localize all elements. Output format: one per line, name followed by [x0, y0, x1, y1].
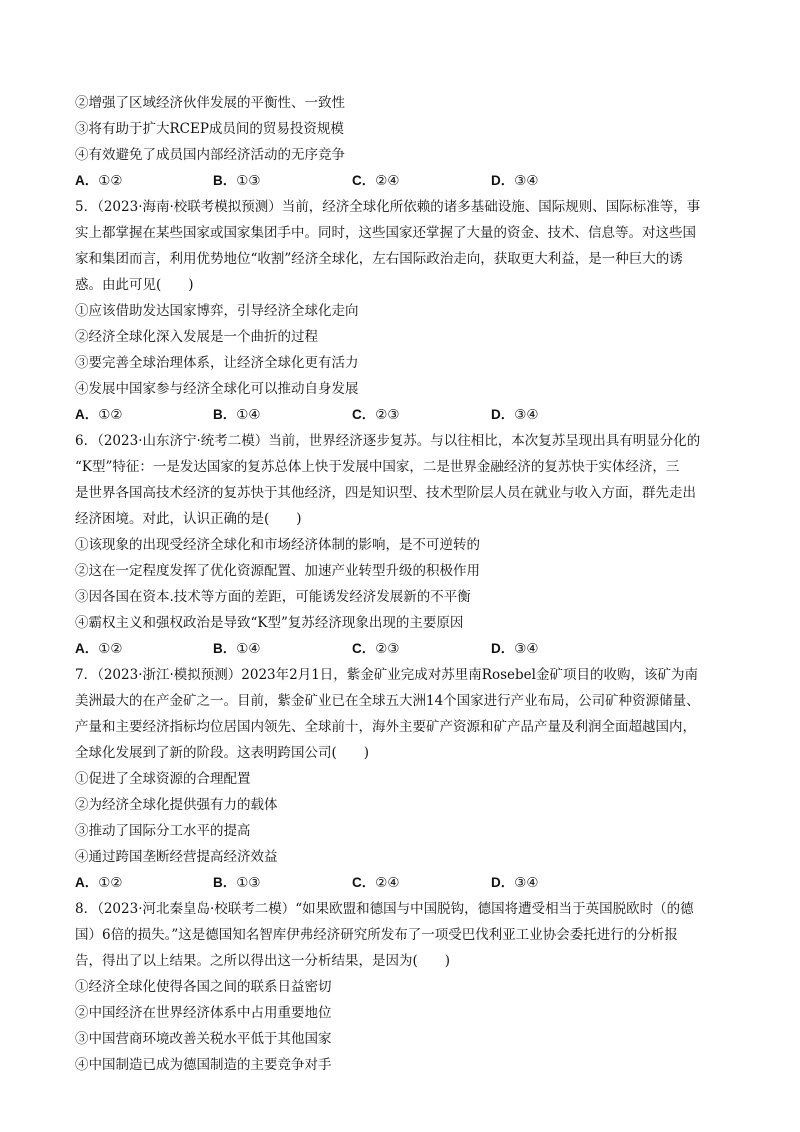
q4-option-c[interactable]: C．②④	[352, 173, 400, 189]
q4-statement-2: ②增强了区域经济伙伴发展的平衡性、一致性	[75, 95, 345, 111]
q5-statement-1: ①应该借助发达国家博弈，引导经济全球化走向	[75, 303, 359, 319]
q4-options	[75, 168, 735, 194]
q7-options	[75, 870, 735, 896]
q7-option-b[interactable]: B．①③	[213, 875, 261, 891]
q5-options	[75, 402, 735, 428]
q6-statement-4: ④霸权主义和强权政治是导致“K型”复苏经济现象出现的主要原因	[75, 615, 464, 631]
q6-options	[75, 636, 735, 662]
q6-option-a[interactable]: A．①②	[75, 641, 123, 657]
q6-statement-1: ①该现象的出现受经济全球化和市场经济体制的影响，是不可逆转的	[75, 537, 480, 553]
q4-option-d[interactable]: D．③④	[491, 173, 539, 189]
q4-statement-3: ③将有助于扩大RCEP成员间的贸易投资规模	[75, 121, 344, 137]
q7-stem-line-3: 产量和主要经济指标均位居国内领先、全球前十，海外主要矿产资源和矿产品产量及利润全面超越国内，	[75, 719, 696, 735]
q5-option-d[interactable]: D．③④	[491, 407, 539, 423]
q7-stem-line-4: 全球化发展到了新的阶段。这表明跨国公司( )	[75, 745, 370, 761]
q5-stem-line-2: 实上都掌握在某些国家或国家集团手中。同时，这些国家还掌握了大量的资金、技术、信息等。对这些国	[75, 225, 696, 241]
q8-statement-4: ④中国制造已成为德国制造的主要竞争对手	[75, 1057, 332, 1073]
q6-option-d[interactable]: D．③④	[491, 641, 539, 657]
q6-stem-line-3: 是世界各国高技术经济的复苏快于其他经济，四是知识型、技术型阶层人员在就业与收入方面，群先走出	[75, 485, 696, 501]
q6-option-c[interactable]: C．②③	[352, 641, 400, 657]
q6-stem-line-4: 经济困境。对此，认识正确的是( )	[75, 511, 302, 527]
q5-stem-line-4: 惑。由此可见( )	[75, 277, 194, 293]
q6-stem-line-2: “K型”特征：一是发达国家的复苏总体上快于发展中国家，二是世界金融经济的复苏快于实体经济，三	[75, 459, 680, 475]
q7-statement-3: ③推动了国际分工水平的提高	[75, 823, 251, 839]
q7-option-d[interactable]: D．③④	[491, 875, 539, 891]
q5-option-b[interactable]: B．①④	[213, 407, 261, 423]
q6-statement-3: ③因各国在资本.技术等方面的差距，可能诱发经济发展新的不平衡	[75, 589, 471, 605]
q5-option-a[interactable]: A．①②	[75, 407, 123, 423]
q8-stem-line-2: 国）6倍的损失。”这是德国知名智库伊弗经济研究所发布了一项受巴伐利亚工业协会委托进行的分析报	[75, 927, 678, 943]
q5-statement-2: ②经济全球化深入发展是一个曲折的过程	[75, 329, 318, 345]
q5-option-c[interactable]: C．②③	[352, 407, 400, 423]
q4-statement-4: ④有效避免了成员国内部经济活动的无序竞争	[75, 147, 345, 163]
q5-stem-line-1: 5．（2023·海南·校联考模拟预测）当前，经济全球化所依赖的诸多基础设施、国际规则、国际标准等，事	[75, 199, 701, 215]
q8-statement-1: ①经济全球化使得各国之间的联系日益密切	[75, 979, 332, 995]
q7-stem-line-2: 美洲最大的在产金矿之一。目前，紫金矿业已在全球五大洲14个国家进行产业布局，公司矿种资源储量、	[75, 693, 700, 709]
q4-option-a[interactable]: A．①②	[75, 173, 123, 189]
q6-stem-line-1: 6．（2023·山东济宁·统考二模）当前，世界经济逐步复苏。与以往相比，本次复苏呈现出具有明显分化的	[75, 433, 701, 449]
q8-statement-3: ③中国营商环境改善关税水平低于其他国家	[75, 1031, 332, 1047]
q5-statement-3: ③要完善全球治理体系，让经济全球化更有活力	[75, 355, 359, 371]
q8-stem-line-1: 8．（2023·河北秦皇岛·校联考二模）“如果欧盟和德国与中国脱钩，德国将遭受相当于英国脱欧时（的德	[75, 901, 694, 917]
q5-statement-4: ④发展中国家参与经济全球化可以推动自身发展	[75, 381, 359, 397]
q4-option-b[interactable]: B．①③	[213, 173, 261, 189]
q7-option-a[interactable]: A．①②	[75, 875, 123, 891]
q8-statement-2: ②中国经济在世界经济体系中占用重要地位	[75, 1005, 332, 1021]
q8-stem-line-3: 告，得出了以上结果。之所以得出这一分析结果，是因为( )	[75, 953, 451, 969]
q7-statement-4: ④通过跨国垄断经营提高经济效益	[75, 849, 278, 865]
q6-option-b[interactable]: B．①④	[213, 641, 261, 657]
q7-option-c[interactable]: C．②④	[352, 875, 400, 891]
q7-statement-2: ②为经济全球化提供强有力的载体	[75, 797, 278, 813]
q6-statement-2: ②这在一定程度发挥了优化资源配置、加速产业转型升级的积极作用	[75, 563, 480, 579]
q5-stem-line-3: 家和集团而言，利用优势地位“收割”经济全球化，左右国际政治走向，获取更大利益，是一种巨大的诱	[75, 251, 683, 267]
q7-statement-1: ①促进了全球资源的合理配置	[75, 771, 251, 787]
q7-stem-line-1: 7．（2023·浙江·模拟预测）2023年2月1日，紫金矿业完成对苏里南Rosebel金矿项目的收购，该矿为南	[75, 667, 698, 683]
